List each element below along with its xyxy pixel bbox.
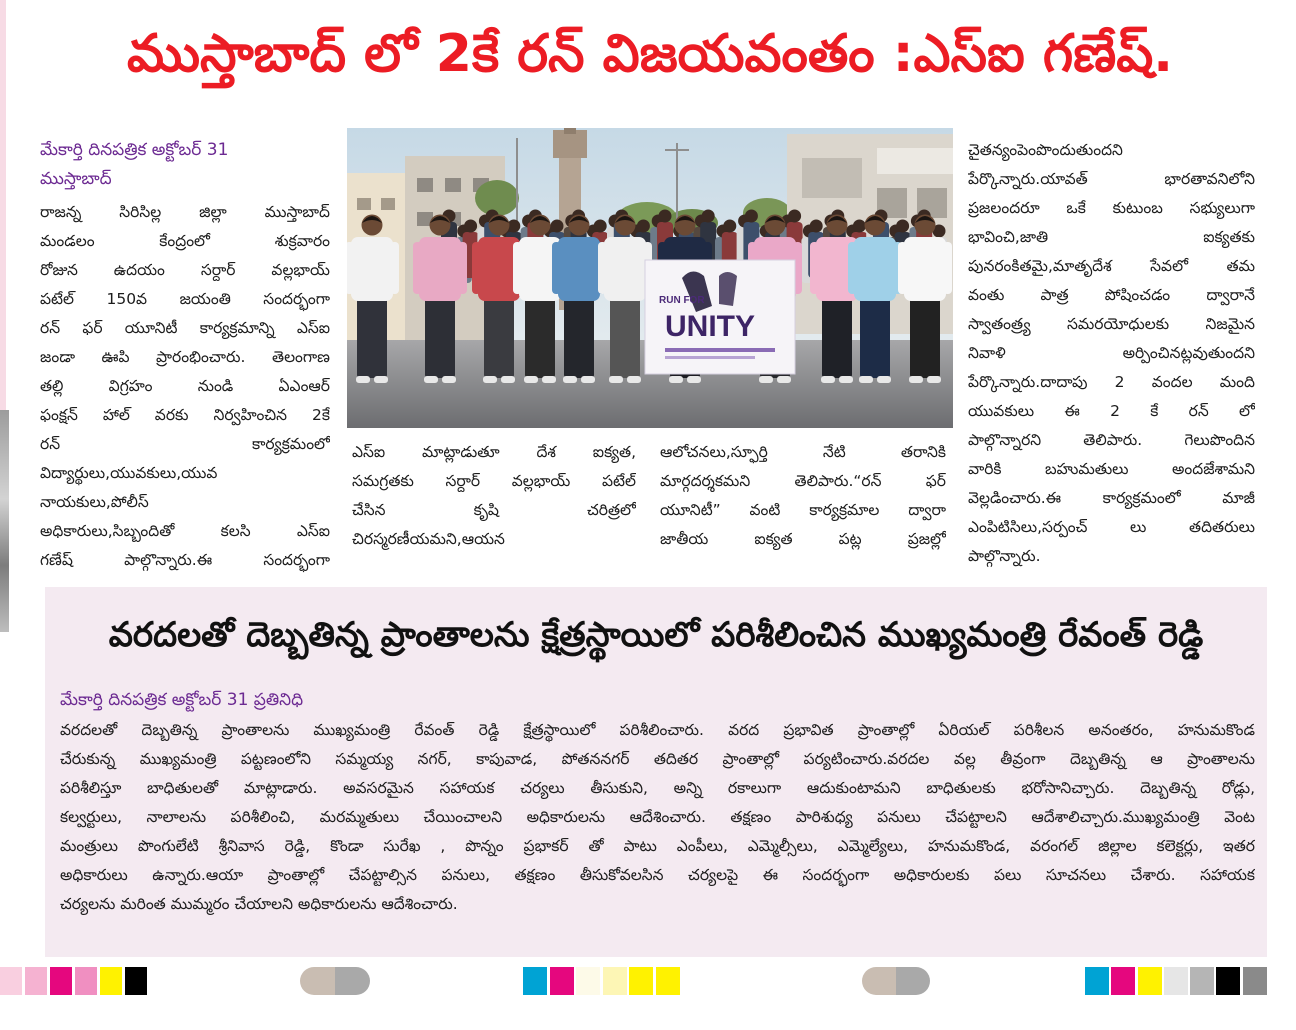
text-line: రాజన్న సిరిసిల్ల జిల్లా ముస్తాబాద్ [40,203,330,221]
text-line: ప్రజలందరూ ఒకే కుటుంబ సభ్యులుగా [968,199,1255,217]
text-line: పటేల్ 150వ జయంతి సందర్భంగా [40,290,330,308]
story1-middle-right-column [660,438,946,554]
text-line: రన్ ఫర్ యూనిటీ కార్యక్రమాన్ని ఎస్ఐ [40,319,330,337]
pill-half [300,967,335,995]
story2-dateline: మేకార్తి దినపత్రిక అక్టోబర్ 31 ప్రతినిధి [60,690,304,710]
story2-box [45,587,1267,957]
color-swatch [576,967,600,995]
text-line: విద్యార్థులు,యువకులు,యువ [40,464,218,482]
color-swatch [125,967,147,995]
event-photo [347,128,953,428]
color-swatch [25,967,47,995]
gray-balance-pill-2 [862,967,930,995]
text-line: అధికారులు ఉన్నారు.ఆయా ప్రాంతాల్లో చేపట్టాల్సిన పనులు, తక్షణం తీసుకోవలసిన చర్యలపై ఈ సందర్భంగా అధికారులకు పలు సూచనలు చేశారు. సహాయక [60,866,1255,884]
color-swatch [0,967,22,995]
text-line: జండా ఊపి ప్రారంభించారు. తెలంగాణ [40,348,330,366]
text-line: రోజున ఉదయం సర్దార్ వల్లభాయ్ [40,261,330,279]
color-swatch [550,967,574,995]
pill-half [335,967,370,995]
page-edge-strip [0,0,6,410]
color-swatch [50,967,72,995]
text-line: వారికి బహుమతులు అందజేశామని [968,460,1255,478]
text-line: గణేష్ పాల్గొన్నారు.ఈ సందర్భంగా [40,551,330,569]
color-swatch [1190,967,1214,995]
color-swatch [656,967,680,995]
color-swatch [1216,967,1240,995]
text-line: మార్గదర్శకమని తెలిపారు.“రన్ ఫర్ [660,472,946,490]
color-swatch [100,967,122,995]
text-line: మంత్రులు పొంగులేటి శ్రీనివాస రెడ్డి, కొండా సురేఖ , పొన్నం ప్రభాకర్ తో పాటు ఎంపీలు, ఎమ్మెల్సీలు, ఎమ్మెల్యేలు, హనుమకొండ, వరంగల్ జిల్లాల కలెక్టర్లు, ఇతర [60,837,1255,855]
color-swatch [629,967,653,995]
text-line: నివాళి అర్పించినట్లవుతుందని [968,344,1255,362]
text-line: చిరస్మరణీయమని,ఆయన [352,530,505,548]
text-line: ఆలోచనలు,స్ఫూర్తి నేటి తరానికి [660,443,946,461]
text-line: యూనిటీ” వంటి కార్యక్రమాల ద్వారా [660,501,946,519]
text-line: మండలం కేంద్రంలో శుక్రవారం [40,232,330,250]
color-swatch [1138,967,1162,995]
color-swatch [603,967,627,995]
color-swatch [75,967,97,995]
story1-middle-left-column [352,438,636,554]
text-line: అధికారులు,సిబ్బందితో కలసి ఎస్ఐ [40,522,330,540]
text-line: పాల్గొన్నారు. [968,547,1041,565]
banner-unity: UNITY [665,310,755,343]
story1-left-column [40,136,330,575]
banner-run-for: RUN FOR [659,295,705,306]
text-line: సమగ్రతకు సర్దార్ వల్లభాయ్ పటేల్ [352,472,636,490]
text-line: చేరుకున్న ముఖ్యమంత్రి పట్టణంలోని సమ్మయ్య నగర్, కాపువాడ, పోతననగర్ తదితర ప్రాంతాల్లో పర్యటించారు.వరదల వల్ల తీవ్రంగా దెబ్బతిన్న ఆ ప్రాంతాలను [60,750,1255,768]
text-line: రన్ కార్యక్రమంలో [40,435,330,453]
story1-dateline: మేకార్తి దినపత్రిక అక్టోబర్ 31 [40,140,229,160]
text-line: చైతన్యంపెంపొందుతుందని [968,141,1123,159]
story1-middle-left-text [352,438,636,554]
color-swatch [1111,967,1135,995]
text-line: యువకులు ఈ 2 కే రన్ లో [968,402,1255,420]
main-headline: ముస్తాబాద్ లో 2కే రన్ విజయవంతం :ఎస్ఐ గణేష్. [126,24,1174,84]
text-line: పరిశీలిస్తూ బాధితులతో మాట్లాడారు. అవసరమైన సహాయక చర్యలు తీసుకుని, అన్ని రకాలుగా ఆదుకుంటామని బాధితులకు భరోసానిచ్చారు. దెబ్బతిన్న రోడ్లు, [60,779,1255,797]
text-line: ఎంపిటిసిలు,సర్పంచ్ లు తదితరులు [968,518,1255,536]
text-line: ఫంక్షన్ హాల్ వరకు నిర్వహించిన 2కే [40,406,330,424]
story1-left-text [40,198,330,575]
story1-middle-right-text [660,438,946,554]
story1-place: ముస్తాబాద్ [40,169,112,189]
text-line: పునరంకితమై,మాతృదేశ సేవలో తమ [968,257,1255,275]
text-line: పాల్గొన్నారని తెలిపారు. గెలుపొందిన [968,431,1255,449]
pill-half [862,967,896,995]
story2-body [60,716,1255,919]
color-bar-left [0,967,147,995]
photo-banner [645,260,795,374]
text-line: జాతీయ ఐక్యత పట్ల ప్రజల్లో [660,530,946,548]
story1-right-text [968,136,1255,571]
text-line: వంతు పాత్ర పోషించడం ద్వారానే [968,286,1255,304]
pill-half [896,967,930,995]
story1-right-column [968,136,1255,571]
text-line: చేసిన కృషి చరిత్రలో [352,501,636,519]
text-line: కల్వర్టులు, నాలాలను పరిశీలించి, మరమ్మతులు చేయించాలని అధికారులను ఆదేశించారు. తక్షణం పారిశుధ్య పనులు చేపట్టాలని ఆదేశాలిచ్చారు.ముఖ్యమంత్రి వెంట [60,808,1255,826]
gray-balance-pill-1 [300,967,370,995]
text-line: వెల్లడించారు.ఈ కార్యక్రమంలో మాజీ [968,489,1255,507]
story2-headline: వరదలతో దెబ్బతిన్న ప్రాంతాలను క్షేత్రస్థాయిలో పరిశీలించిన ముఖ్యమంత్రి రేవంత్ రెడ్డి [108,615,1204,655]
text-line: స్వాతంత్ర్య సమరయోధులకు నిజమైన [968,315,1255,333]
color-swatch [1243,967,1267,995]
color-swatch [1164,967,1188,995]
adjacent-photo-fragment [0,410,9,632]
text-line: చర్యలను మరింత ముమ్మరం చేయాలని అధికారులను ఆదేశించారు. [60,895,458,913]
text-line: వరదలతో దెబ్బతిన్న ప్రాంతాలను ముఖ్యమంత్రి రేవంత్ రెడ్డి క్షేత్రస్థాయిలో పరిశీలించారు. వరద ప్రభావిత ప్రాంతాల్లో ఏరియల్ పరిశీలన అనంతరం, హనుమకొండ [60,721,1255,739]
text-line: పేర్కొన్నారు.యావత్ భారతావనిలోని [968,170,1255,188]
color-bar-middle [523,967,680,995]
text-line: ఎస్ఐ మాట్లాడుతూ దేశ ఐక్యత, [352,443,636,461]
color-swatch [1085,967,1109,995]
text-line: భావించి,జాతి ఐక్యతకు [968,228,1255,246]
text-line: తల్లి విగ్రహం నుండి ఏఎంఆర్ [40,377,330,395]
color-swatch [523,967,547,995]
text-line: నాయకులు,పోలీస్ [40,493,149,511]
text-line: పేర్కొన్నారు.దాదాపు 2 వందల మంది [968,373,1255,391]
color-bar-right [1085,967,1267,995]
